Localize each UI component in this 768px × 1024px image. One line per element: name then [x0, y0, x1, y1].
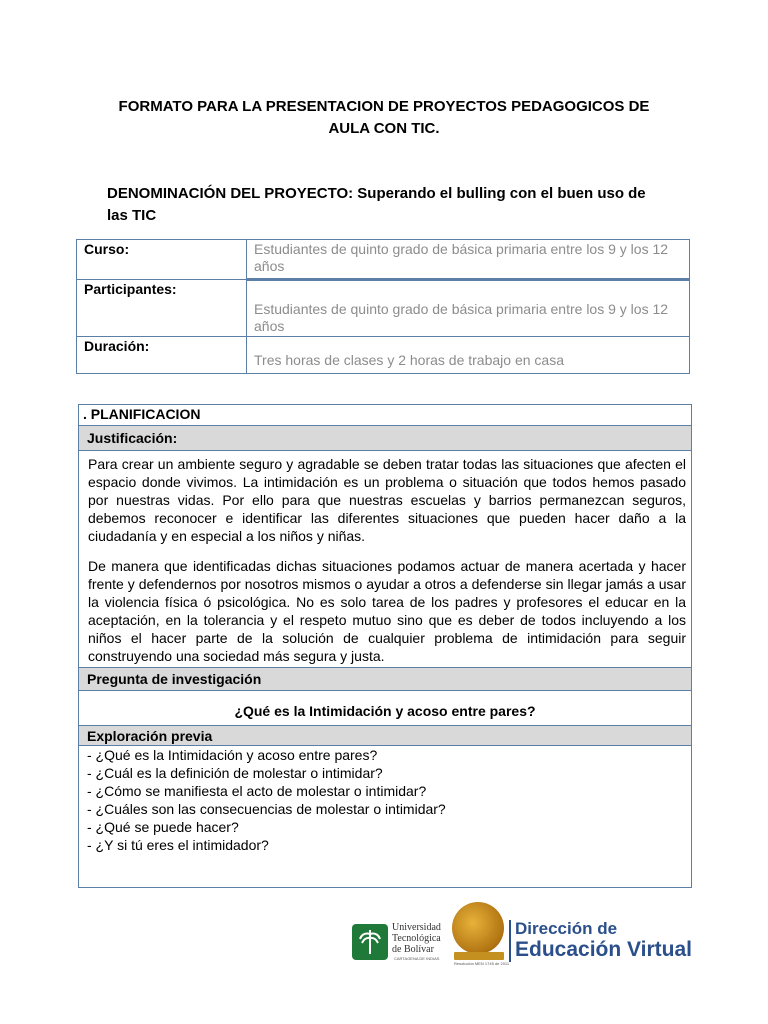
direccion-line-2: Educación Virtual	[515, 938, 692, 961]
pregunta-heading: Pregunta de investigación	[79, 667, 691, 691]
curso-value: Estudiantes de quinto grado de básica primaria entre los 9 y los 12 años	[247, 240, 690, 280]
table-row	[77, 280, 690, 337]
exploracion-heading: Exploración previa	[79, 725, 691, 746]
curso-label: Curso:	[77, 240, 247, 280]
table-row	[77, 337, 690, 374]
utb-line-1: Universidad	[392, 922, 441, 933]
utb-line-3: de Bolívar	[392, 944, 434, 955]
logo-divider	[509, 920, 511, 962]
table-row	[77, 240, 690, 280]
title-line-1: FORMATO PARA LA PRESENTACION DE PROYECTOS PEDAGOGICOS DE	[118, 98, 650, 115]
justificacion-paragraph-1: Para crear un ambiente seguro y agradable se deben tratar todas las situaciones que afecten el espacio donde vivimos. La intimidación es un problema o situación que todos hemos pasado por nuestras vidas. Por ello para que nuestras escuelas y barrios permanezcan seguros, debemos reconocer e identificar las diferentes situaciones que pueden hacer daño a la ciudadanía y en especial a los niños y niñas.	[88, 456, 686, 544]
list-item: - ¿Y si tú eres el intimidador?	[87, 837, 269, 853]
utb-logo-icon	[352, 924, 388, 960]
list-item: - ¿Qué es la Intimidación y acoso entre pares?	[87, 747, 378, 763]
utb-logo-text	[392, 922, 441, 955]
document-title	[100, 96, 668, 140]
denomination-line-2: las TIC	[107, 207, 157, 224]
list-item: - ¿Cuáles son las consecuencias de molestar o intimidar?	[87, 801, 446, 817]
planning-table	[78, 404, 692, 888]
direccion-line-1: Dirección de	[515, 919, 618, 938]
participantes-value: Estudiantes de quinto grado de básica primaria entre los 9 y los 12 años	[247, 280, 690, 337]
utb-line-2: Tecnológica	[392, 933, 441, 944]
duracion-label: Duración:	[77, 337, 247, 374]
title-line-2: AULA CON TIC.	[328, 120, 440, 137]
utb-sub-caption: CARTAGENA DE INDIAS	[394, 956, 440, 961]
planificacion-heading: . PLANIFICACION	[83, 406, 201, 422]
exploracion-list	[79, 746, 691, 854]
justificacion-paragraph-2: De manera que identificadas dichas situaciones podamos actuar de manera acertada y hacer frente y defendernos por nosotros mismos o ayudar a otros a defenderse sin llegar jamás a usar la violencia física ó psicológica. No es solo tarea de los padres y profesores el educar en la aceptación, en la tolerancia y el respeto mutuo sino que es deber de todos incluyendo a los niños el hacer parte de la solución de cualquier problema de intimidación para seguir construyendo una sociedad más segura y justa.	[88, 558, 686, 664]
project-info-table	[76, 239, 690, 374]
justificacion-heading: Justificación:	[79, 425, 691, 451]
participantes-label: Participantes:	[77, 280, 247, 337]
justificacion-body	[79, 451, 691, 669]
project-denomination	[107, 183, 667, 227]
list-item: - ¿Qué se puede hacer?	[87, 819, 239, 835]
list-item: - ¿Cómo se manifiesta el acto de molestar o intimidar?	[87, 783, 427, 799]
accreditation-seal-icon	[452, 902, 504, 954]
seal-caption: Resolución MEN 1745 de 2011	[454, 961, 510, 966]
seal-band	[454, 952, 504, 960]
pregunta-text: ¿Qué es la Intimidación y acoso entre pares?	[234, 703, 536, 719]
duracion-value: Tres horas de clases y 2 horas de trabajo en casa	[247, 337, 690, 374]
footer-logos	[352, 902, 692, 972]
denomination-line-1: DENOMINACIÓN DEL PROYECTO: Superando el bulling con el buen uso de	[107, 185, 646, 202]
list-item: - ¿Cuál es la definición de molestar o intimidar?	[87, 765, 383, 781]
